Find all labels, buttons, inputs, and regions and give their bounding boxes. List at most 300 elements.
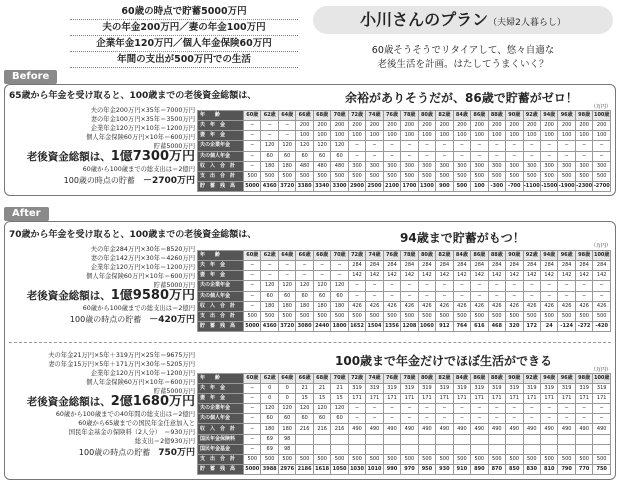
table-cell: 284 (366, 261, 383, 271)
table-cell: 180 (278, 161, 295, 171)
table-cell (506, 444, 523, 454)
table-row (198, 301, 611, 311)
table-cell (488, 444, 505, 454)
table-cell: 500 (453, 311, 470, 321)
table-cell: 5000 (244, 321, 261, 331)
table-cell: 500 (575, 311, 592, 321)
table-cell: 5000 (244, 464, 261, 474)
table-cell: 490 (558, 424, 575, 434)
table-cell: 500 (313, 454, 330, 464)
table-cell: ─ (471, 404, 488, 414)
result-line (7, 445, 195, 458)
calc-line: 妻の年金142万円×30年＝4260万円 (90, 255, 195, 262)
table-cell: 426 (453, 301, 470, 311)
table-cell: 500 (540, 311, 557, 321)
before-unit: （万円） (591, 104, 612, 110)
table-cell: ─ (575, 291, 592, 301)
table-cell: 120 (296, 141, 313, 151)
table-cell: ─ (540, 414, 557, 424)
table-cell: ─ (401, 414, 418, 424)
table-cell: 3300 (331, 181, 348, 191)
table-cell: 300 (348, 161, 365, 171)
table-cell: 100 (366, 131, 383, 141)
table-cell: 750 (593, 464, 611, 474)
row-label: 国民年金基金 (198, 444, 244, 454)
table-cell: 172 (523, 321, 540, 331)
table-cell: 90歳 (506, 251, 523, 261)
table-cell: 60 (261, 414, 278, 424)
table-cell: ─ (278, 261, 295, 271)
table-cell: ─ (436, 291, 453, 301)
table-cell: 426 (471, 301, 488, 311)
table-cell: 500 (488, 171, 505, 181)
table-cell: ─ (401, 291, 418, 301)
table-cell: ─ (558, 141, 575, 151)
table-cell: 2440 (313, 321, 330, 331)
table-cell: 100 (453, 131, 470, 141)
table-cell: ─ (366, 141, 383, 151)
table-cell: 426 (436, 301, 453, 311)
table-cell: 500 (593, 311, 611, 321)
table-cell: ─ (244, 414, 261, 424)
table-cell: 171 (488, 394, 505, 404)
table-cell: 62歳 (261, 111, 278, 121)
table-cell: 68歳 (313, 374, 330, 384)
table-cell: 850 (506, 464, 523, 474)
table-cell: 92歳 (523, 374, 540, 384)
table-cell: 66歳 (296, 374, 313, 384)
table-cell: ─ (383, 404, 400, 414)
table-cell: ─ (383, 291, 400, 301)
table-cell: ─ (418, 414, 435, 424)
table-cell: 500 (418, 171, 435, 181)
table-cell: 171 (593, 394, 611, 404)
table-cell: 500 (383, 311, 400, 321)
table-cell: 98 (278, 434, 295, 444)
table-cell: ─ (593, 281, 611, 291)
table-cell: 490 (436, 424, 453, 434)
table-cell: 490 (401, 424, 418, 434)
table-cell: 284 (540, 261, 557, 271)
table-cell: 500 (471, 171, 488, 181)
table-cell: ─ (506, 404, 523, 414)
table-cell: ─ (366, 151, 383, 161)
table-cell: 490 (453, 424, 470, 434)
table-cell: 284 (558, 261, 575, 271)
table-cell: 60 (278, 414, 295, 424)
table-cell: ─ (261, 271, 278, 281)
table-cell (558, 444, 575, 454)
table-cell: ─ (348, 404, 365, 414)
table-cell: -700 (506, 181, 523, 191)
table-row (198, 424, 611, 434)
total-line (7, 150, 195, 164)
table-cell: 96歳 (558, 374, 575, 384)
table-cell: 200 (348, 121, 365, 131)
table-cell: 426 (506, 301, 523, 311)
table-cell: 300 (366, 161, 383, 171)
table-cell: 300 (506, 161, 523, 171)
table-cell: 500 (348, 454, 365, 464)
table-cell: 200 (471, 121, 488, 131)
table-cell: 870 (488, 464, 505, 474)
table-cell: 88歳 (488, 111, 505, 121)
table-cell: 1300 (418, 181, 435, 191)
table-row (198, 404, 611, 414)
table-cell: 180 (261, 161, 278, 171)
conditions-box (70, 4, 298, 64)
table-cell: 300 (488, 161, 505, 171)
before-catch: 余裕がありそうだが、86歳で貯蓄がゼロ！ (345, 91, 578, 105)
table-cell (471, 434, 488, 444)
table-cell: 142 (436, 271, 453, 281)
table-cell: 120 (296, 404, 313, 414)
table-cell (348, 434, 365, 444)
table-cell: ─ (540, 291, 557, 301)
table-cell: 500 (418, 311, 435, 321)
table-cell: 3340 (313, 181, 330, 191)
calc-line: 夫の年金21万円×5年＋319万円×25年＝9675万円 (48, 352, 195, 359)
table-cell: 180 (261, 301, 278, 311)
section-divider (9, 342, 611, 343)
table-cell (401, 434, 418, 444)
table-cell: ─ (383, 414, 400, 424)
after-tag: After (4, 207, 49, 221)
table-cell: 912 (436, 321, 453, 331)
table-cell: 500 (401, 311, 418, 321)
row-label: 収 入 合 計 (198, 424, 244, 434)
table-cell: 1800 (331, 321, 348, 331)
table-cell: 500 (313, 311, 330, 321)
spend-line: 60歳から100歳までの総支出は＝2億円 (82, 166, 195, 173)
table-cell: ─ (244, 271, 261, 281)
table-cell: ─ (244, 291, 261, 301)
table-cell: ─ (348, 141, 365, 151)
table-cell: 284 (436, 261, 453, 271)
table-cell: 100 (436, 131, 453, 141)
calc-line: 企業年金120万円×10年＝1200万円 (90, 125, 195, 132)
table-cell: 500 (348, 171, 365, 181)
table-cell: 284 (506, 261, 523, 271)
table-cell: ─ (348, 414, 365, 424)
table-cell: ─ (244, 301, 261, 311)
table-cell: 319 (418, 384, 435, 394)
table-cell: 500 (523, 171, 540, 181)
table-cell: 0 (261, 384, 278, 394)
table-cell: 3720 (278, 181, 295, 191)
row-label: 貯 蓄 残 高 (198, 321, 244, 331)
table-cell: ─ (244, 161, 261, 171)
table-cell: 284 (418, 261, 435, 271)
table-cell: 171 (418, 394, 435, 404)
table-cell: 94歳 (540, 251, 557, 261)
table-header-row (198, 251, 611, 261)
table-cell: ─ (401, 281, 418, 291)
table-cell: 92歳 (523, 251, 540, 261)
table-cell: ─ (278, 121, 295, 131)
table-cell: 616 (471, 321, 488, 331)
table-cell: 120 (313, 404, 330, 414)
calc-line: 妻の年金100万円×35年＝3500万円 (90, 116, 195, 123)
table-cell: 500 (244, 311, 261, 321)
table-row (198, 141, 611, 151)
table-cell: 98歳 (575, 111, 592, 121)
table-cell: 500 (523, 311, 540, 321)
table-cell: ─ (593, 404, 611, 414)
table-cell: 171 (575, 394, 592, 404)
table-cell: 98歳 (575, 374, 592, 384)
table-cell: 82歳 (436, 111, 453, 121)
table-row (198, 384, 611, 394)
table-cell: 500 (278, 171, 295, 181)
table-row (198, 414, 611, 424)
table-cell: ─ (418, 141, 435, 151)
table-cell: 284 (488, 261, 505, 271)
table-cell: 200 (401, 121, 418, 131)
table-cell: 284 (471, 261, 488, 271)
table-cell: 500 (313, 171, 330, 181)
table-cell: 171 (506, 394, 523, 404)
table-cell: 180 (331, 301, 348, 311)
table-cell: ─ (575, 151, 592, 161)
total-label: 老後資金総額は、 (26, 290, 111, 302)
table-cell: ─ (593, 151, 611, 161)
table-cell: 426 (523, 301, 540, 311)
table-cell: 200 (331, 121, 348, 131)
total-value: 1億9580万円 (110, 289, 195, 303)
sub-unit: （万円） (591, 367, 612, 373)
table-cell: 15 (296, 394, 313, 404)
extra-line: 国民年金基金の保険料（2人分） ＝930万円 (68, 429, 195, 436)
table-row (198, 321, 611, 331)
table-cell (575, 434, 592, 444)
table-cell: -272 (575, 321, 592, 331)
table-cell: 78歳 (401, 374, 418, 384)
table-cell: ─ (506, 151, 523, 161)
table-cell: 180 (278, 301, 295, 311)
table-cell: ─ (558, 281, 575, 291)
table-cell: 84歳 (453, 251, 470, 261)
table-cell (296, 434, 313, 444)
row-label: 夫の企業年金 (198, 404, 244, 414)
table-cell: ─ (471, 281, 488, 291)
table-cell: 171 (348, 394, 365, 404)
result-value: －420万円 (149, 315, 195, 325)
table-cell: 200 (436, 121, 453, 131)
row-label: 夫の個人年金 (198, 291, 244, 301)
table-cell: ─ (418, 404, 435, 414)
table-cell: 319 (366, 384, 383, 394)
table-row (198, 121, 611, 131)
result-value: 750万円 (158, 448, 195, 458)
after-panel (4, 221, 616, 480)
table-cell: 100 (540, 131, 557, 141)
table-cell: 100 (313, 131, 330, 141)
table-cell: ─ (244, 404, 261, 414)
table-cell: 319 (540, 384, 557, 394)
table-cell: ─ (261, 121, 278, 131)
table-cell: 500 (244, 171, 261, 181)
table-cell: ─ (261, 131, 278, 141)
table-row (198, 181, 611, 191)
table-cell: 200 (540, 121, 557, 131)
after-unit: （万円） (591, 243, 612, 249)
table-cell: ─ (296, 271, 313, 281)
table-cell: ─ (418, 291, 435, 301)
table-cell: ─ (506, 281, 523, 291)
table-cell: 142 (593, 271, 611, 281)
table-cell: ─ (523, 141, 540, 151)
condition-line: 60歳の時点で貯蓄5000万円 (70, 4, 298, 20)
table-cell: 500 (558, 454, 575, 464)
table-cell: 830 (523, 464, 540, 474)
intro-line: 60歳そうそうでリタイアして、悠々自適な (371, 45, 555, 56)
table-cell (296, 444, 313, 454)
table-row (198, 271, 611, 281)
table-cell: 60歳 (244, 374, 261, 384)
table-cell: ─ (471, 151, 488, 161)
table-cell: ─ (244, 444, 261, 454)
table-cell: 142 (575, 271, 592, 281)
table-cell: ─ (453, 414, 470, 424)
row-label: 支 出 合 計 (198, 454, 244, 464)
table-cell: 200 (523, 121, 540, 131)
table-cell: 468 (488, 321, 505, 331)
sub-calc (7, 350, 195, 458)
table-cell: 100 (523, 131, 540, 141)
table-cell: 426 (366, 301, 383, 311)
table-cell: 480 (296, 161, 313, 171)
table-cell: ─ (278, 271, 295, 281)
before-panel (4, 84, 616, 196)
result-label: 100歳の時点の貯蓄 (63, 176, 135, 185)
table-cell (523, 444, 540, 454)
table-cell: 200 (558, 121, 575, 131)
table-cell: 319 (453, 384, 470, 394)
table-cell: 142 (471, 271, 488, 281)
table-cell: ─ (244, 121, 261, 131)
calc-line: 企業年金120万円×10年＝1200万円 (90, 264, 195, 271)
table-cell: 500 (278, 454, 295, 464)
table-cell (540, 434, 557, 444)
table-cell: 500 (593, 454, 611, 464)
table-cell: 142 (383, 271, 400, 281)
table-cell: 319 (523, 384, 540, 394)
row-label: 国民年金保険料 (198, 434, 244, 444)
table-cell: ─ (244, 424, 261, 434)
table-cell: 480 (331, 161, 348, 171)
table-cell: ─ (436, 281, 453, 291)
table-cell: 300 (540, 161, 557, 171)
table-cell: 120 (278, 404, 295, 414)
table-cell: 5000 (244, 181, 261, 191)
table-cell: ─ (593, 291, 611, 301)
table-row (198, 131, 611, 141)
table-cell: 1208 (401, 321, 418, 331)
table-cell: 500 (436, 311, 453, 321)
table-cell: 1618 (313, 464, 330, 474)
calc-line: 企業年金120万円×10年＝1200万円 (90, 370, 195, 377)
result-line (7, 173, 195, 186)
total-label: 老後資金総額は、 (26, 151, 111, 163)
table-cell: 500 (366, 454, 383, 464)
table-cell: 319 (401, 384, 418, 394)
table-cell: 1652 (348, 321, 365, 331)
table-cell: 98 (278, 444, 295, 454)
table-cell: 490 (348, 424, 365, 434)
table-cell: 171 (401, 394, 418, 404)
extra-line: 60歳から65歳までの国民年金任意加入と (78, 420, 195, 427)
table-cell: 72歳 (348, 374, 365, 384)
calc-line: 個人年金保険60万円×10年＝600万円 (86, 379, 195, 386)
table-cell: 98歳 (575, 251, 592, 261)
table-cell: 90歳 (506, 374, 523, 384)
table-cell: ─ (488, 281, 505, 291)
after-calc (7, 244, 195, 325)
table-cell: 76歳 (383, 374, 400, 384)
table-cell: 200 (418, 121, 435, 131)
table-cell: 60 (331, 291, 348, 301)
total-value: 2億1680万円 (110, 395, 195, 409)
table-cell: 1504 (366, 321, 383, 331)
table-cell: 120 (331, 281, 348, 291)
table-cell: 500 (488, 311, 505, 321)
table-cell: 86歳 (471, 374, 488, 384)
row-label: 支 出 合 計 (198, 171, 244, 181)
table-cell: 142 (401, 271, 418, 281)
table-cell: 171 (383, 394, 400, 404)
row-label: 年 齢 (198, 251, 244, 261)
table-cell: ─ (348, 291, 365, 301)
table-cell: 500 (436, 171, 453, 181)
table-cell: 69 (261, 444, 278, 454)
table-cell: 86歳 (471, 111, 488, 121)
table-cell: 300 (401, 161, 418, 171)
table-cell (558, 434, 575, 444)
plan-title-pill (313, 6, 613, 34)
table-cell: 24 (540, 321, 557, 331)
table-cell: 88歳 (488, 374, 505, 384)
table-cell: 68歳 (313, 111, 330, 121)
table-cell: 200 (575, 121, 592, 131)
table-cell: 100歳 (593, 111, 611, 121)
table-cell: 216 (331, 424, 348, 434)
table-cell: 200 (488, 121, 505, 131)
table-cell (383, 434, 400, 444)
table-cell: 950 (418, 464, 435, 474)
table-cell: 500 (383, 171, 400, 181)
table-cell: 500 (261, 454, 278, 464)
table-cell: ─ (366, 291, 383, 301)
table-cell: 120 (331, 141, 348, 151)
table-cell: -1500 (540, 181, 557, 191)
table-cell: 1030 (348, 464, 365, 474)
table-cell: 500 (401, 454, 418, 464)
table-cell: 990 (383, 464, 400, 474)
table-cell: 96歳 (558, 251, 575, 261)
extra-line: 総支出＝2億930万円 (134, 438, 195, 445)
table-cell: -2700 (593, 181, 611, 191)
table-cell: 490 (488, 424, 505, 434)
table-cell: 142 (488, 271, 505, 281)
row-label: 妻 年 金 (198, 271, 244, 281)
table-cell: 76歳 (383, 111, 400, 121)
table-cell: 320 (506, 321, 523, 331)
table-cell: 319 (383, 384, 400, 394)
table-cell: ─ (523, 414, 540, 424)
table-cell: ─ (453, 141, 470, 151)
table-cell: 490 (523, 424, 540, 434)
